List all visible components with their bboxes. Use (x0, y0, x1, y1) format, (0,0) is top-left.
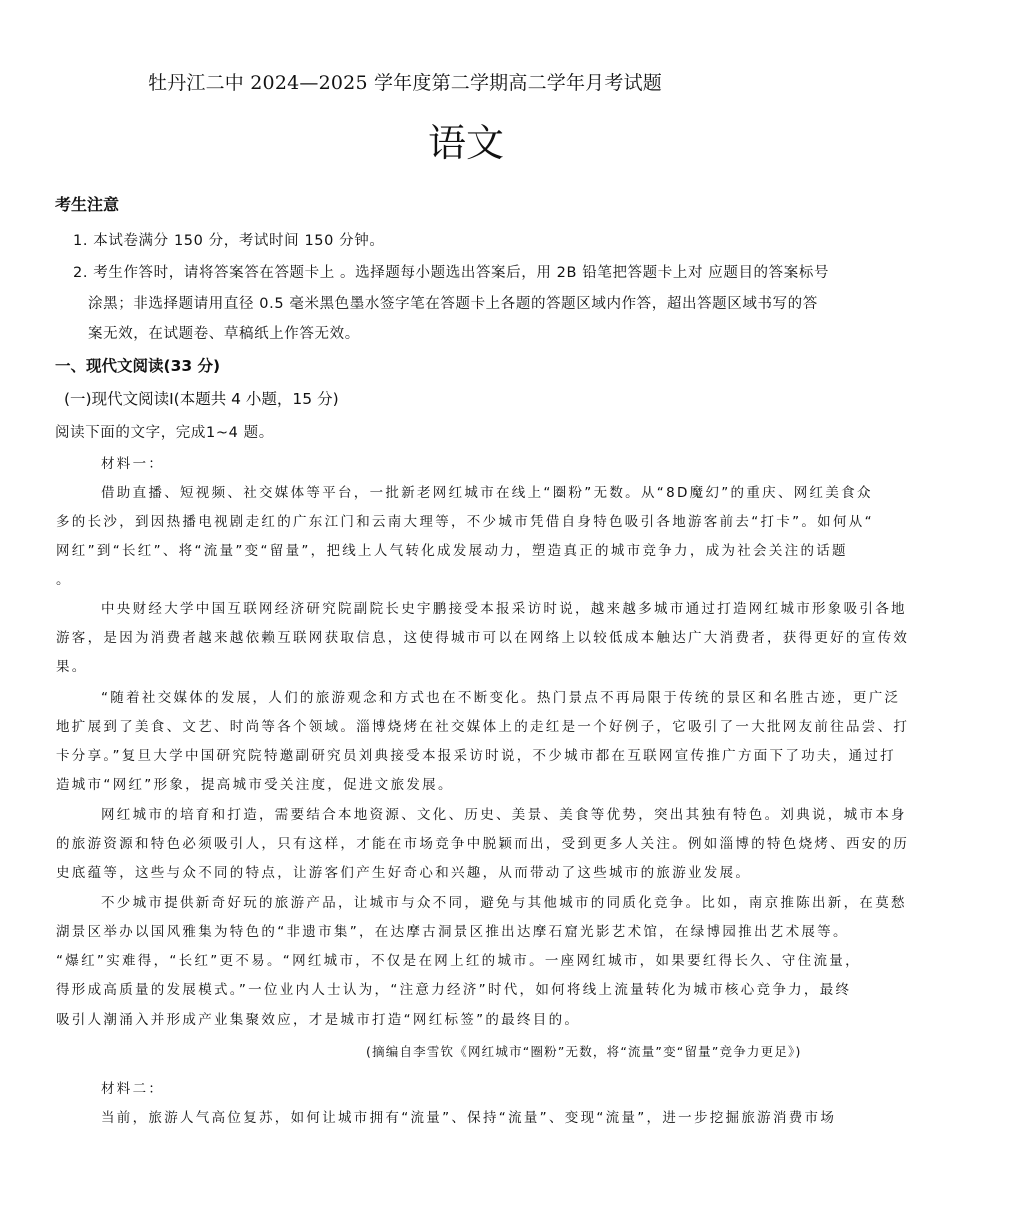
paragraph-line: 当前，旅游人气高位复苏，如何让城市拥有“流量”、保持“流量”、变现“流量”，进一步挖掘旅游消费市场 (101, 1110, 837, 1126)
notice-heading: 考生注意 (55, 195, 120, 214)
paragraph-line: 地扩展到了美食、文艺、时尚等各个领域。淄博烧烤在社交媒体上的走红是一个好例子，它吸引了一大批网友前往品尝、打 (56, 719, 910, 735)
source-citation: (摘编自李雪钦《网红城市“圈粉”无数，将“流量”变“留量”竞争力更足》) (366, 1044, 802, 1059)
section-heading: 一、现代文阅读(33 分) (55, 357, 221, 375)
notice-item: 1. 本试卷满分 150 分，考试时间 150 分钟。 (73, 233, 385, 249)
paragraph-line: 多的长沙，到因热播电视剧走红的广东江门和云南大理等，不少城市凭借自身特色吸引各地游客前去“打卡”。如何从“ (56, 514, 874, 530)
paragraph-line: “爆红”实难得，“长红”更不易。“网红城市，不仅是在网上红的城市。一座网红城市，如果要红得长久、守住流量， (56, 953, 861, 969)
material-label: 材料二： (101, 1081, 165, 1097)
subject-title: 语文 (428, 121, 505, 165)
paragraph-line: “随着社交媒体的发展，人们的旅游观念和方式也在不断变化。热门景点不再局限于传统的景区和名胜古迹，更广泛 (101, 690, 901, 706)
paragraph-line: 。 (56, 572, 72, 588)
paragraph-line: 卡分享。”复旦大学中国研究院特邀副研究员刘典接受本报采访时说，不少城市都在互联网宣传推广方面下了功夫，通过打 (56, 748, 896, 764)
paragraph-line: 得形成高质量的发展模式。”一位业内人士认为，“注意力经济”时代，如何将线上流量转化为城市核心竞争力，最终 (56, 982, 852, 998)
notice-item: 案无效，在试题卷、草稿纸上作答无效。 (88, 326, 360, 342)
paragraph-line: 造城市“网红”形象，提高城市受关注度，促进文旅发展。 (56, 777, 454, 793)
paragraph-line: 史底蕴等，这些与众不同的特点，让游客们产生好奇心和兴趣，从而带动了这些城市的旅游业发展。 (56, 865, 752, 881)
paragraph-line: 借助直播、短视频、社交媒体等平台，一批新老网红城市在线上“圈粉”无数。从“8D魔幻”的重庆、网红美食众 (101, 485, 873, 501)
exam-title: 牡丹江二中 2024—2025 学年度第二学期高二学年月考试题 (148, 72, 662, 94)
paragraph-line: 果。 (56, 659, 88, 675)
section-subheading: (一)现代文阅读Ⅰ(本题共 4 小题，15 分) (64, 390, 339, 408)
paragraph-line: 网红城市的培育和打造，需要结合本地资源、文化、历史、美景、美食等优势，突出其独有特色。刘典说，城市本身 (101, 807, 907, 823)
reading-instruction: 阅读下面的文字，完成1~4 题。 (55, 425, 274, 441)
paragraph-line: 吸引人潮涌入并形成产业集聚效应，才是城市打造“网红标签”的最终目的。 (56, 1012, 581, 1028)
notice-item: 2. 考生作答时，请将答案答在答题卡上 。选择题每小题选出答案后，用 2B 铅笔把答题卡上对 应题目的答案标号 (73, 265, 830, 281)
notice-item: 涂黑；非选择题请用直径 0.5 毫米黑色墨水签字笔在答题卡上各题的答题区域内作答，超出答题区域书写的答 (88, 296, 818, 312)
paragraph-line: 湖景区举办以国风雅集为特色的“非遗市集”，在达摩古洞景区推出达摩石窟光影艺术馆，在绿博园推出艺术展等。 (56, 924, 849, 940)
paragraph-line: 不少城市提供新奇好玩的旅游产品，让城市与众不同，避免与其他城市的同质化竞争。比如，南京推陈出新，在莫愁 (101, 895, 907, 911)
material-label: 材料一： (101, 456, 165, 472)
paragraph-line: 中央财经大学中国互联网经济研究院副院长史宇鹏接受本报采访时说，越来越多城市通过打造网红城市形象吸引各地 (101, 601, 907, 617)
paragraph-line: 游客，是因为消费者越来越依赖互联网获取信息，这使得城市可以在网络上以较低成本触达广大消费者，获得更好的宣传效 (56, 630, 910, 646)
paragraph-line: 的旅游资源和特色必须吸引人，只有这样，才能在市场竞争中脱颖而出，受到更多人关注。例如淄博的特色烧烤、西安的历 (56, 836, 910, 852)
paragraph-line: 网红”到“长红”、将“流量”变“留量”，把线上人气转化成发展动力，塑造真正的城市竞争力，成为社会关注的话题 (56, 543, 848, 559)
